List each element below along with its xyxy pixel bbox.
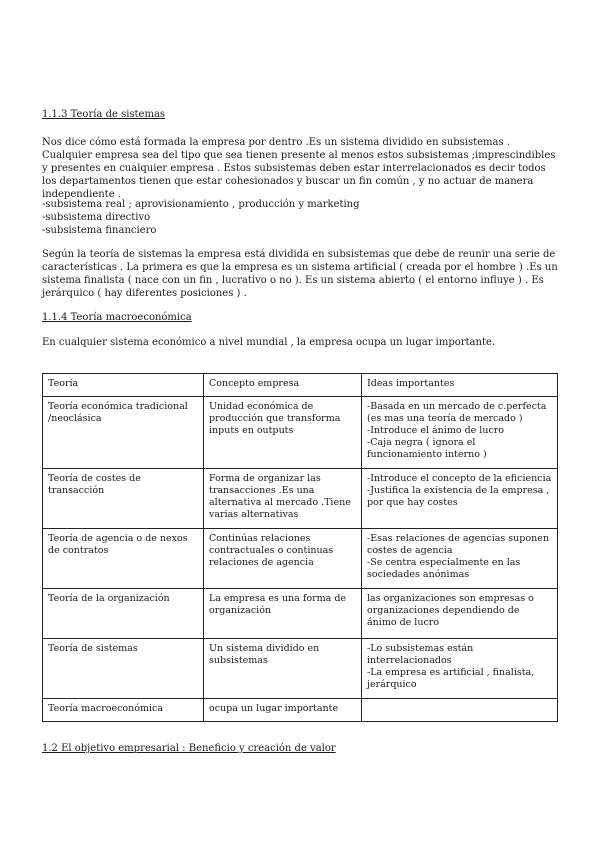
table-header-cell: Concepto empresa: [204, 374, 362, 397]
idea-line: -Basada en un mercado de c.perfecta (es mas una teoría de mercado ): [367, 401, 547, 424]
table-cell-teoria: Teoría de la organización: [43, 589, 204, 639]
table-header-cell: Teoría: [43, 374, 204, 397]
table-cell-ideas: [362, 589, 558, 639]
list-item: -subsistema real ; aprovisionamiento , producción y marketing: [42, 199, 360, 210]
table-cell-ideas: [362, 699, 558, 722]
idea-line: -Lo subsistemas están interrelacionados: [367, 643, 474, 666]
idea-line: -Introduce el ánimo de lucro: [367, 425, 505, 436]
idea-line: -La empresa es artificial , finalista, jerárquico: [367, 667, 535, 690]
idea-line: -Se centra especialmente en las sociedades anónimas: [367, 557, 521, 580]
table-header-row: [43, 374, 558, 397]
table-cell-teoria: Teoría de costes de transacción: [43, 469, 204, 529]
table-row: [43, 699, 558, 722]
table-cell-ideas: [362, 529, 558, 589]
idea-line: -Caja negra ( ignora el funcionamiento interno ): [367, 437, 487, 460]
table-row: [43, 469, 558, 529]
section-heading-teoria-macroeconomica: 1.1.4 Teoría macroeconómica: [42, 312, 192, 323]
table-cell-concepto: La empresa es una forma de organización: [204, 589, 362, 639]
table-cell-ideas: [362, 639, 558, 699]
section-heading-objetivo-empresarial: 1.2 El objetivo empresarial : Beneficio y creación de valor: [42, 743, 336, 754]
paragraph-caracteristicas: Según la teoría de sistemas la empresa está dividida en subsistemas que debe de reunir una serie de características . La primera es que la empresa es un sistema artificial ( creada por el hombre ) .Es un sistema finalista ( nace con un fin , lucrativo o no ). Es un sistema abierto ( el entorno influye ) . Es jerárquico ( hay diferentes posiciones ) .: [42, 249, 558, 299]
idea-line: -Esas relaciones de agencias suponen costes de agencia: [367, 533, 549, 556]
table-cell-ideas: [362, 469, 558, 529]
section-heading-teoria-sistemas: 1.1.3 Teoría de sistemas: [42, 109, 166, 120]
theories-table: [42, 373, 558, 722]
idea-line: las organizaciones son empresas o organizaciones dependiendo de ánimo de lucro: [367, 593, 534, 628]
table-cell-ideas: [362, 397, 558, 469]
idea-line: -Introduce el concepto de la eficiencia: [367, 473, 552, 484]
table-header-cell: Ideas importantes: [362, 374, 558, 397]
table-row: [43, 639, 558, 699]
table-cell-concepto: ocupa un lugar importante: [204, 699, 362, 722]
table-cell-teoria: Teoría de sistemas: [43, 639, 204, 699]
paragraph-macroeconomica: En cualquier sistema económico a nivel mundial , la empresa ocupa un lugar importante.: [42, 337, 496, 348]
list-item: -subsistema financiero: [42, 225, 157, 236]
table-cell-teoria: Teoría de agencia o de nexos de contratos: [43, 529, 204, 589]
table-cell-concepto: Un sistema dividido en subsistemas: [204, 639, 362, 699]
table-cell-concepto: Unidad económica de producción que transforma inputs en outputs: [204, 397, 362, 469]
table-cell-teoria: Teoría económica tradicional /neoclásica: [43, 397, 204, 469]
table-cell-teoria: Teoría macroeconómica: [43, 699, 204, 722]
paragraph-teoria-sistemas: Nos dice cómo está formada la empresa por dentro .Es un sistema dividido en subsistemas . Cualquier empresa sea del tipo que sea tienen presente al menos estos subsistemas ;imprescindibles y presentes en cualquier empresa . Estos subsistemas deben estar interrelacionados es decir todos los departamentos tienen que estar cohesionados y buscar un fin común , y no actuar de manera independiente .: [42, 137, 556, 200]
table-row: [43, 529, 558, 589]
list-item: -subsistema directivo: [42, 212, 151, 223]
subsystem-list: [42, 198, 360, 237]
table-cell-concepto: Continúas relaciones contractuales o continuas relaciones de agencia: [204, 529, 362, 589]
table-row: [43, 589, 558, 639]
table-row: [43, 397, 558, 469]
table-cell-concepto: Forma de organizar las transacciones .Es una alternativa al mercado .Tiene varias alternativas: [204, 469, 362, 529]
idea-line: -Justifica la existencia de la empresa , por que hay costes: [367, 485, 550, 508]
